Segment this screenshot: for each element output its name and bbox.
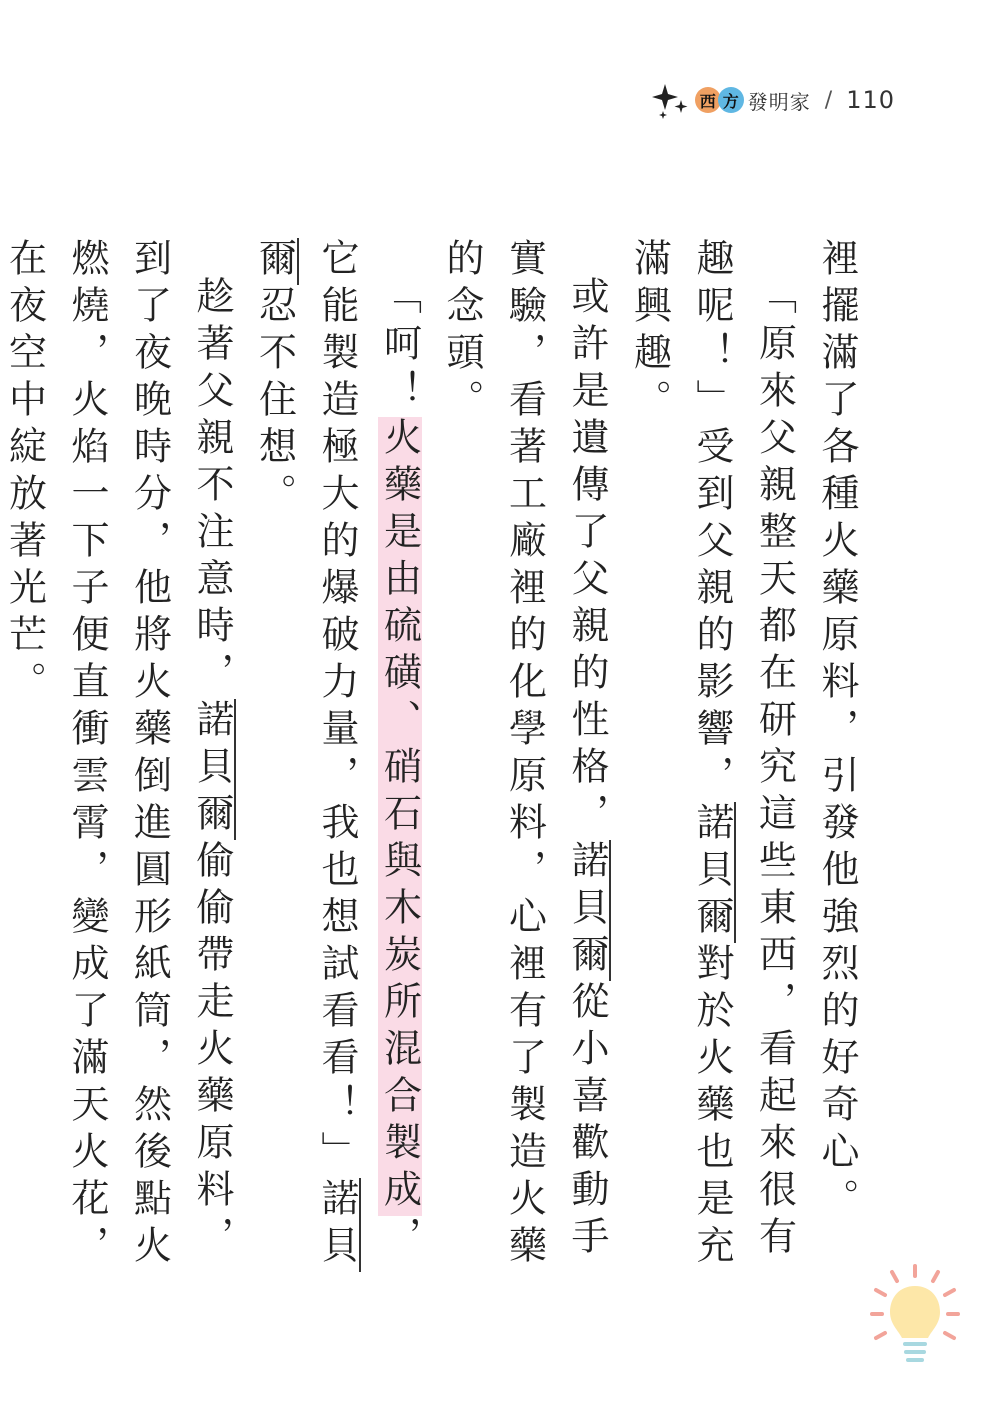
paragraph-2-text-a: 「原來父親整天都在研究這些東西，看起來很有趣呢！」受到父親的影響， xyxy=(690,238,797,1263)
paragraph-1-text: 裡擺滿了各種火藥原料，引發他強烈的好奇心。 xyxy=(815,238,859,1225)
paragraph-5-text-b: 偷偷帶走火藥原料，到了夜晚時分，他將火藥倒進圓形紙筒，然後點火燃燒，火焰一下子便直衝雲霄，變成了滿天火花，在夜空中綻放著光芒。 xyxy=(2,238,234,1272)
paragraph-2-text-b: 對於火藥也是充滿興趣。 xyxy=(627,238,734,1272)
lightbulb-icon xyxy=(870,1262,960,1372)
paragraph-4-text-a: 「呵！ xyxy=(377,276,422,417)
page-number: 110 xyxy=(846,86,895,114)
page-header xyxy=(651,80,895,120)
proper-name-nobel: 諾貝爾 xyxy=(690,802,734,943)
story-text xyxy=(2,238,868,1298)
sparkle-icon xyxy=(651,80,691,120)
west-badge: 西 xyxy=(695,87,721,113)
paragraph-4 xyxy=(243,238,431,1298)
proper-name-nobel: 諾貝爾 xyxy=(565,840,609,981)
paragraph-5-text-a: 趁著父親不注意時， xyxy=(190,276,234,699)
paragraph-4-text-c: 忍不住想。 xyxy=(252,285,297,520)
proper-name-nobel: 諾貝爾 xyxy=(252,238,359,1272)
title-separator: / xyxy=(824,87,833,113)
highlighted-phrase: 火藥是由硫磺、硝石與木炭所混合製成 xyxy=(377,417,422,1216)
paragraph-5 xyxy=(0,238,243,1298)
side-badge: 方 xyxy=(718,87,744,113)
paragraph-3-text-b: 從小喜歡動手實驗，看著工廠裡的化學原料，心裡有了製造火藥的念頭。 xyxy=(440,238,609,1272)
paragraph-3 xyxy=(431,238,619,1298)
proper-name-nobel: 諾貝爾 xyxy=(190,699,234,840)
paragraph-3-text-a: 或許是遺傳了父親的性格， xyxy=(565,276,609,840)
paragraph-2 xyxy=(618,238,806,1298)
paragraph-1 xyxy=(806,238,869,1298)
paragraph-4-text-b: ，它能製造極大的爆破力量，我也想試看看！」 xyxy=(315,238,422,1263)
book-title: 發明家 xyxy=(747,89,811,114)
